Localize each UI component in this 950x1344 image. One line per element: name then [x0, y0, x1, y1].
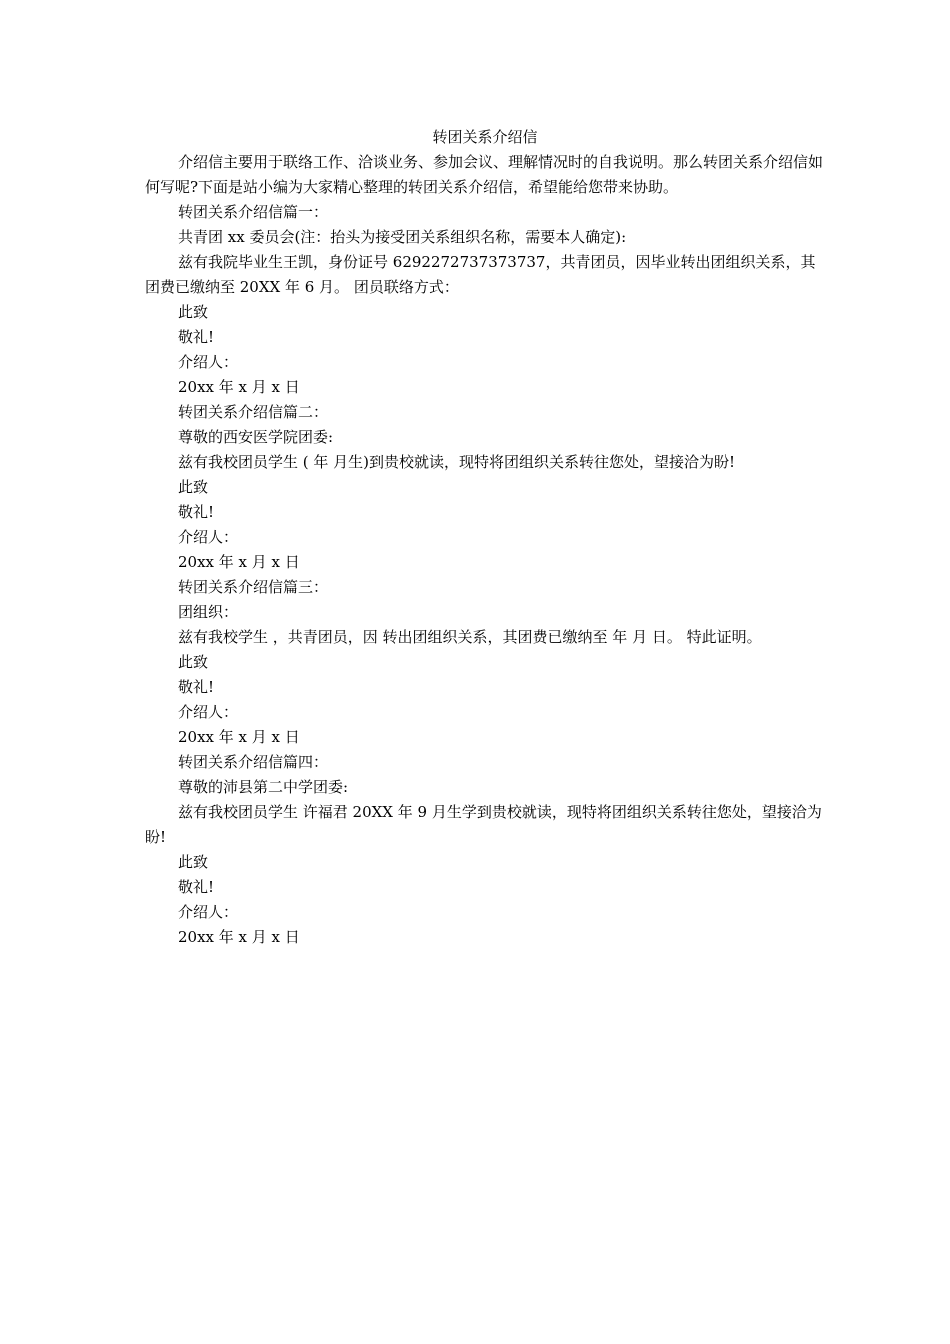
letter-heading: 转团关系介绍信篇四：: [178, 753, 329, 771]
letter-1: [145, 200, 825, 400]
letter-body: 兹有我校团员学生 ( 年 月生)到贵校就读，现特将团组织关系转往您处，望接洽为盼!: [178, 453, 736, 471]
letter-date: 20xx 年 x 月 x 日: [178, 378, 300, 396]
letter-body: 兹有我校团员学生 许福君 20XX 年 9 月生学到贵校就读，现特将团组织关系转往您处，望接洽为盼!: [145, 803, 822, 846]
letter-body: 兹有我校学生 ，共青团员，因 转出团组织关系，其团费已缴纳至 年 月 日。 特此证明。: [178, 628, 762, 646]
letter-heading: 转团关系介绍信篇三：: [178, 578, 329, 596]
letter-introducer: 介绍人：: [178, 903, 239, 921]
letter-recipient: 尊敬的沛县第二中学团委:: [178, 778, 349, 796]
document-page: [145, 125, 825, 950]
letter-introducer: 介绍人：: [178, 703, 239, 721]
letter-4: [145, 750, 825, 950]
letter-date: 20xx 年 x 月 x 日: [178, 928, 300, 946]
letter-2: [145, 400, 825, 575]
letter-recipient: 团组织：: [178, 603, 239, 621]
letter-heading: 转团关系介绍信篇二：: [178, 403, 329, 421]
letter-introducer: 介绍人：: [178, 528, 239, 546]
intro-paragraph: 介绍信主要用于联络工作、洽谈业务、参加会议、理解情况时的自我说明。那么转团关系介绍信如何写呢?下面是站小编为大家精心整理的转团关系介绍信，希望能给您带来协助。: [145, 153, 824, 196]
letter-3: [145, 575, 825, 750]
letter-introducer: 介绍人：: [178, 353, 239, 371]
document-title: 转团关系介绍信: [432, 128, 538, 146]
letter-closing-regards: 敬礼!: [178, 878, 215, 896]
letter-closing-regards: 敬礼!: [178, 678, 215, 696]
letter-heading: 转团关系介绍信篇一：: [178, 203, 329, 221]
letter-closing-regards: 敬礼!: [178, 328, 215, 346]
letter-closing-salutation: 此致: [178, 853, 209, 871]
letter-closing-salutation: 此致: [178, 478, 209, 496]
letter-closing-salutation: 此致: [178, 303, 209, 321]
letter-date: 20xx 年 x 月 x 日: [178, 553, 300, 571]
letter-closing-regards: 敬礼!: [178, 503, 215, 521]
letter-closing-salutation: 此致: [178, 653, 209, 671]
letter-recipient: 尊敬的西安医学院团委:: [178, 428, 334, 446]
letter-recipient: 共青团 xx 委员会(注：抬头为接受团关系组织名称，需要本人确定):: [178, 228, 627, 246]
letter-body: 兹有我院毕业生王凯，身份证号 6292272737373737，共青团员，因毕业转出团组织关系，其团费已缴纳至 20XX 年 6 月。 团员联络方式：: [145, 253, 816, 296]
letter-date: 20xx 年 x 月 x 日: [178, 728, 300, 746]
